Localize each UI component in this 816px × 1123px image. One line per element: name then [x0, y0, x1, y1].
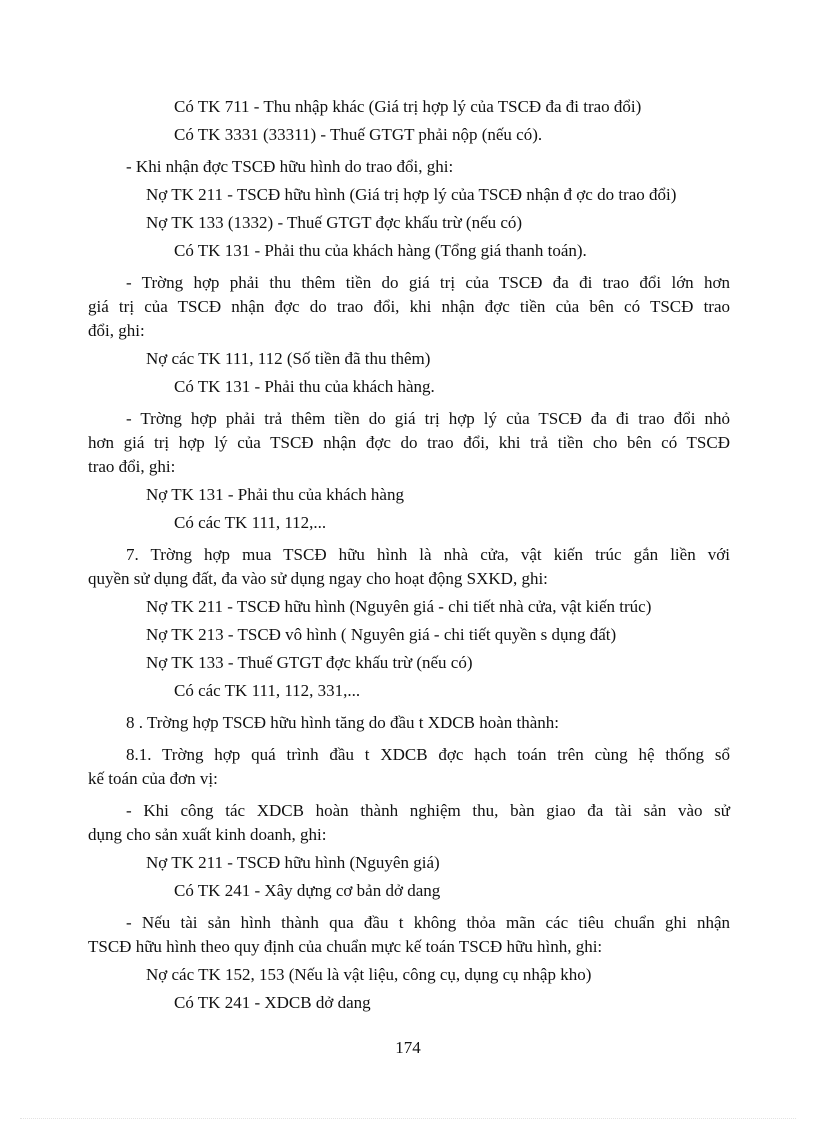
- text-line: 8.1. Trờng hợp quá trình đầu t XDCB đợc hạch toán trên cùng hệ thống sổ: [126, 745, 730, 764]
- text-line: Có TK 711 - Thu nhập khác (Giá trị hợp lý của TSCĐ đa đi trao đổi): [174, 97, 642, 116]
- text-line: - Trờng hợp phải thu thêm tiền do giá trị của TSCĐ đa đi trao đổi lớn hơn: [126, 273, 730, 292]
- text-line: Nợ TK 213 - TSCĐ vô hình ( Nguyên giá - chi tiết quyền s dụng đất): [146, 625, 617, 644]
- text-line: dụng cho sản xuất kinh doanh, ghi:: [88, 825, 327, 844]
- text-line: TSCĐ hữu hình theo quy định của chuẩn mực kế toán TSCĐ hữu hình, ghi:: [88, 937, 603, 956]
- page-number: 174: [395, 1038, 421, 1057]
- text-line: Có TK 3331 (33311) - Thuế GTGT phải nộp (nếu có).: [174, 125, 543, 144]
- text-line: đổi, ghi:: [88, 321, 145, 340]
- text-line: Nợ TK 133 - Thuế GTGT đợc khấu trừ (nếu có): [146, 653, 473, 672]
- text-line: quyền sử dụng đất, đa vào sử dụng ngay cho hoạt động SXKD, ghi:: [88, 569, 548, 588]
- text-line: Nợ TK 211 - TSCĐ hữu hình (Nguyên giá - chi tiết nhà cửa, vật kiến trúc): [146, 597, 652, 616]
- text-line: Nợ các TK 152, 153 (Nếu là vật liệu, công cụ, dụng cụ nhập kho): [146, 965, 592, 984]
- text-line: - Nếu tài sản hình thành qua đầu t không thỏa mãn các tiêu chuẩn ghi nhận: [126, 913, 730, 932]
- text-line: Nợ TK 133 (1332) - Thuế GTGT đợc khấu trừ (nếu có): [146, 213, 523, 232]
- text-line: Có các TK 111, 112, 331,...: [174, 681, 361, 700]
- text-line: Có các TK 111, 112,...: [174, 513, 327, 532]
- text-line: Có TK 131 - Phải thu của khách hàng.: [174, 377, 435, 396]
- text-line: Nợ TK 131 - Phải thu của khách hàng: [146, 485, 404, 504]
- text-line: - Khi nhận đợc TSCĐ hữu hình do trao đổi, ghi:: [126, 157, 454, 176]
- text-line: Có TK 131 - Phải thu của khách hàng (Tổng giá thanh toán).: [174, 241, 587, 260]
- text-line: Nợ TK 211 - TSCĐ hữu hình (Nguyên giá): [146, 853, 440, 872]
- text-line: Có TK 241 - Xây dựng cơ bản dở dang: [174, 881, 441, 900]
- text-line: 8 . Trờng hợp TSCĐ hữu hình tăng do đầu t XDCB hoàn thành:: [126, 713, 560, 732]
- text-line: Nợ TK 211 - TSCĐ hữu hình (Giá trị hợp lý của TSCĐ nhận đ ợc do trao đổi): [146, 185, 677, 204]
- page-bottom-rule: [20, 1118, 796, 1119]
- text-line: - Trờng hợp phải trả thêm tiền do giá trị hợp lý của TSCĐ đa đi trao đổi nhỏ: [126, 409, 730, 428]
- text-line: Nợ các TK 111, 112 (Số tiền đã thu thêm): [146, 349, 431, 368]
- text-line: kế toán của đơn vị:: [88, 769, 218, 788]
- text-line: - Khi công tác XDCB hoàn thành nghiệm thu, bàn giao đa tài sản vào sử: [126, 801, 730, 820]
- text-line: giá trị của TSCĐ nhận đợc do trao đổi, khi nhận đợc tiền của bên có TSCĐ trao: [88, 297, 730, 316]
- text-line: 7. Trờng hợp mua TSCĐ hữu hình là nhà cửa, vật kiến trúc gắn liền với: [126, 545, 730, 564]
- text-line: hơn giá trị hợp lý của TSCĐ nhận đợc do trao đổi, khi trả tiền cho bên có TSCĐ: [88, 433, 730, 452]
- text-line: Có TK 241 - XDCB dở dang: [174, 993, 371, 1012]
- text-line: trao đổi, ghi:: [88, 457, 176, 476]
